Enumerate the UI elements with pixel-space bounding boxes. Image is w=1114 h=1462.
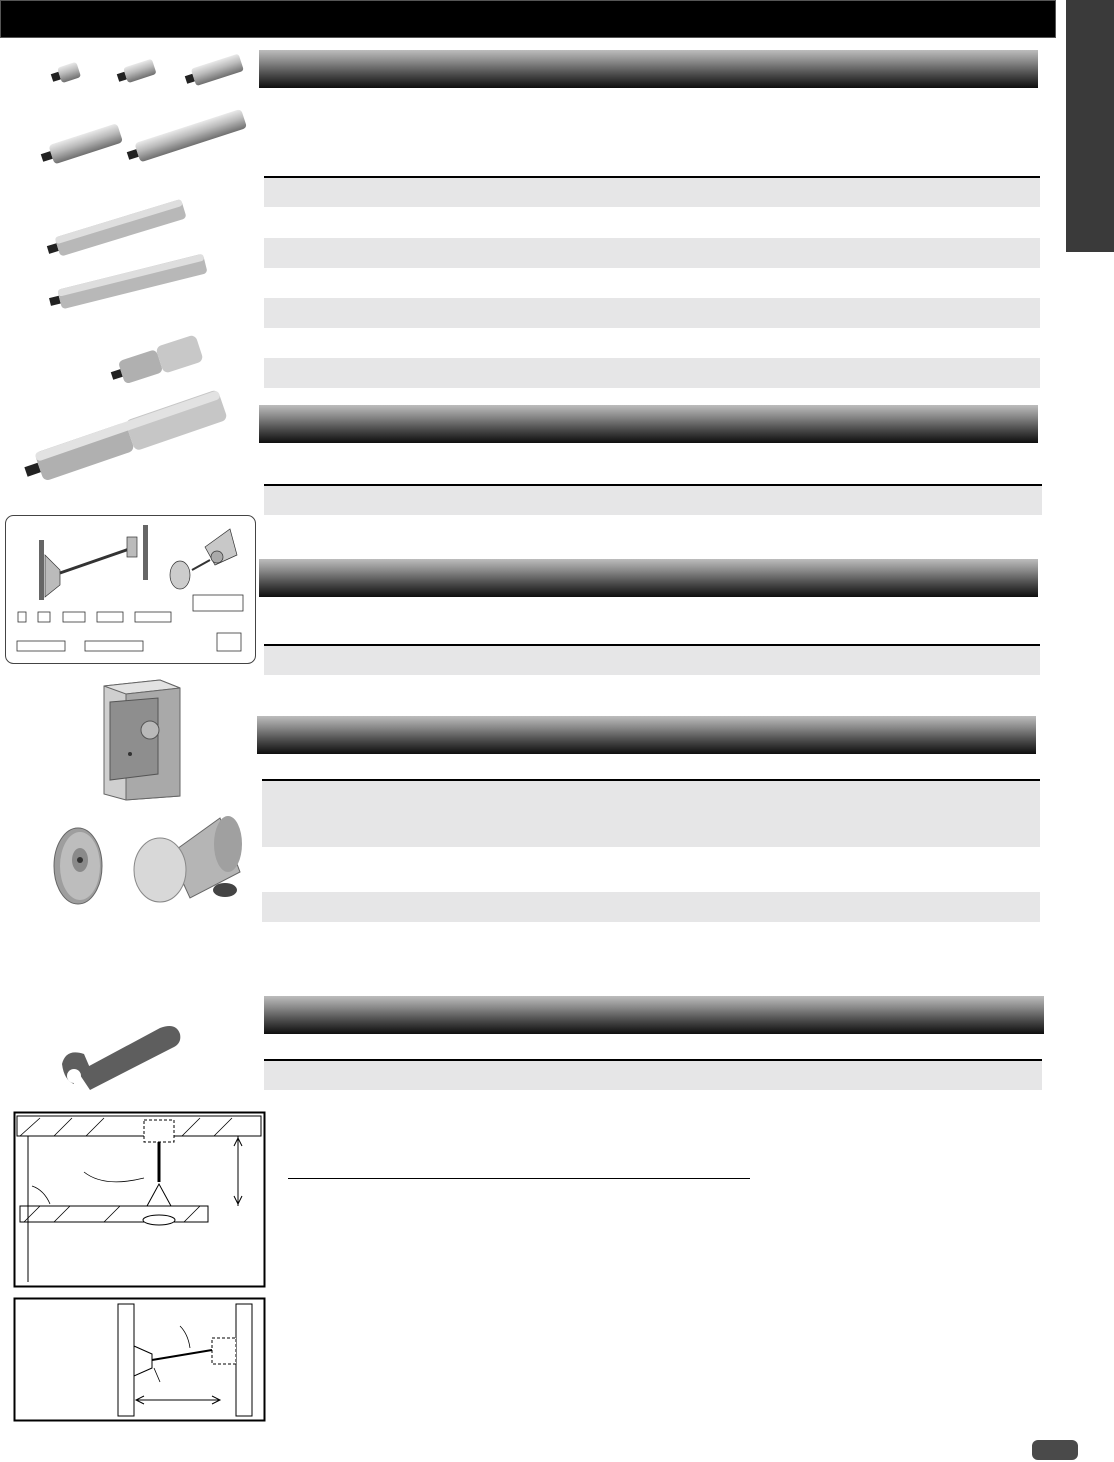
table-row: [264, 298, 1040, 328]
section-heading-boxes: [257, 716, 1036, 754]
table-row: [264, 178, 1040, 207]
back-box-icon: [100, 676, 186, 804]
section-heading-extensions: [259, 50, 1038, 88]
swivel-cone-icon: [130, 814, 246, 908]
side-tab: [1066, 0, 1114, 252]
table-row: [264, 646, 1040, 675]
mounting-diagram-icon: [5, 515, 257, 665]
table-row: [262, 781, 1040, 847]
ceiling-installation-diagram-icon: [14, 1112, 266, 1288]
diagram-caption-rule: [288, 1178, 750, 1179]
wall-installation-diagram-icon: [14, 1298, 266, 1422]
table-row: [264, 238, 1040, 268]
table-row: [264, 358, 1040, 388]
wall-flange-icon: [48, 824, 108, 908]
section-heading-wrench: [264, 996, 1044, 1034]
page-number-badge: [1032, 1440, 1078, 1460]
adjustable-swivel-rod-icon: [0, 0, 260, 500]
section-heading-kits: [259, 559, 1038, 597]
table-row: [264, 486, 1042, 515]
wrench-icon: [60, 1018, 184, 1094]
table-row: [262, 892, 1040, 922]
table-row: [264, 1061, 1042, 1090]
section-heading-adjustable: [259, 405, 1038, 443]
